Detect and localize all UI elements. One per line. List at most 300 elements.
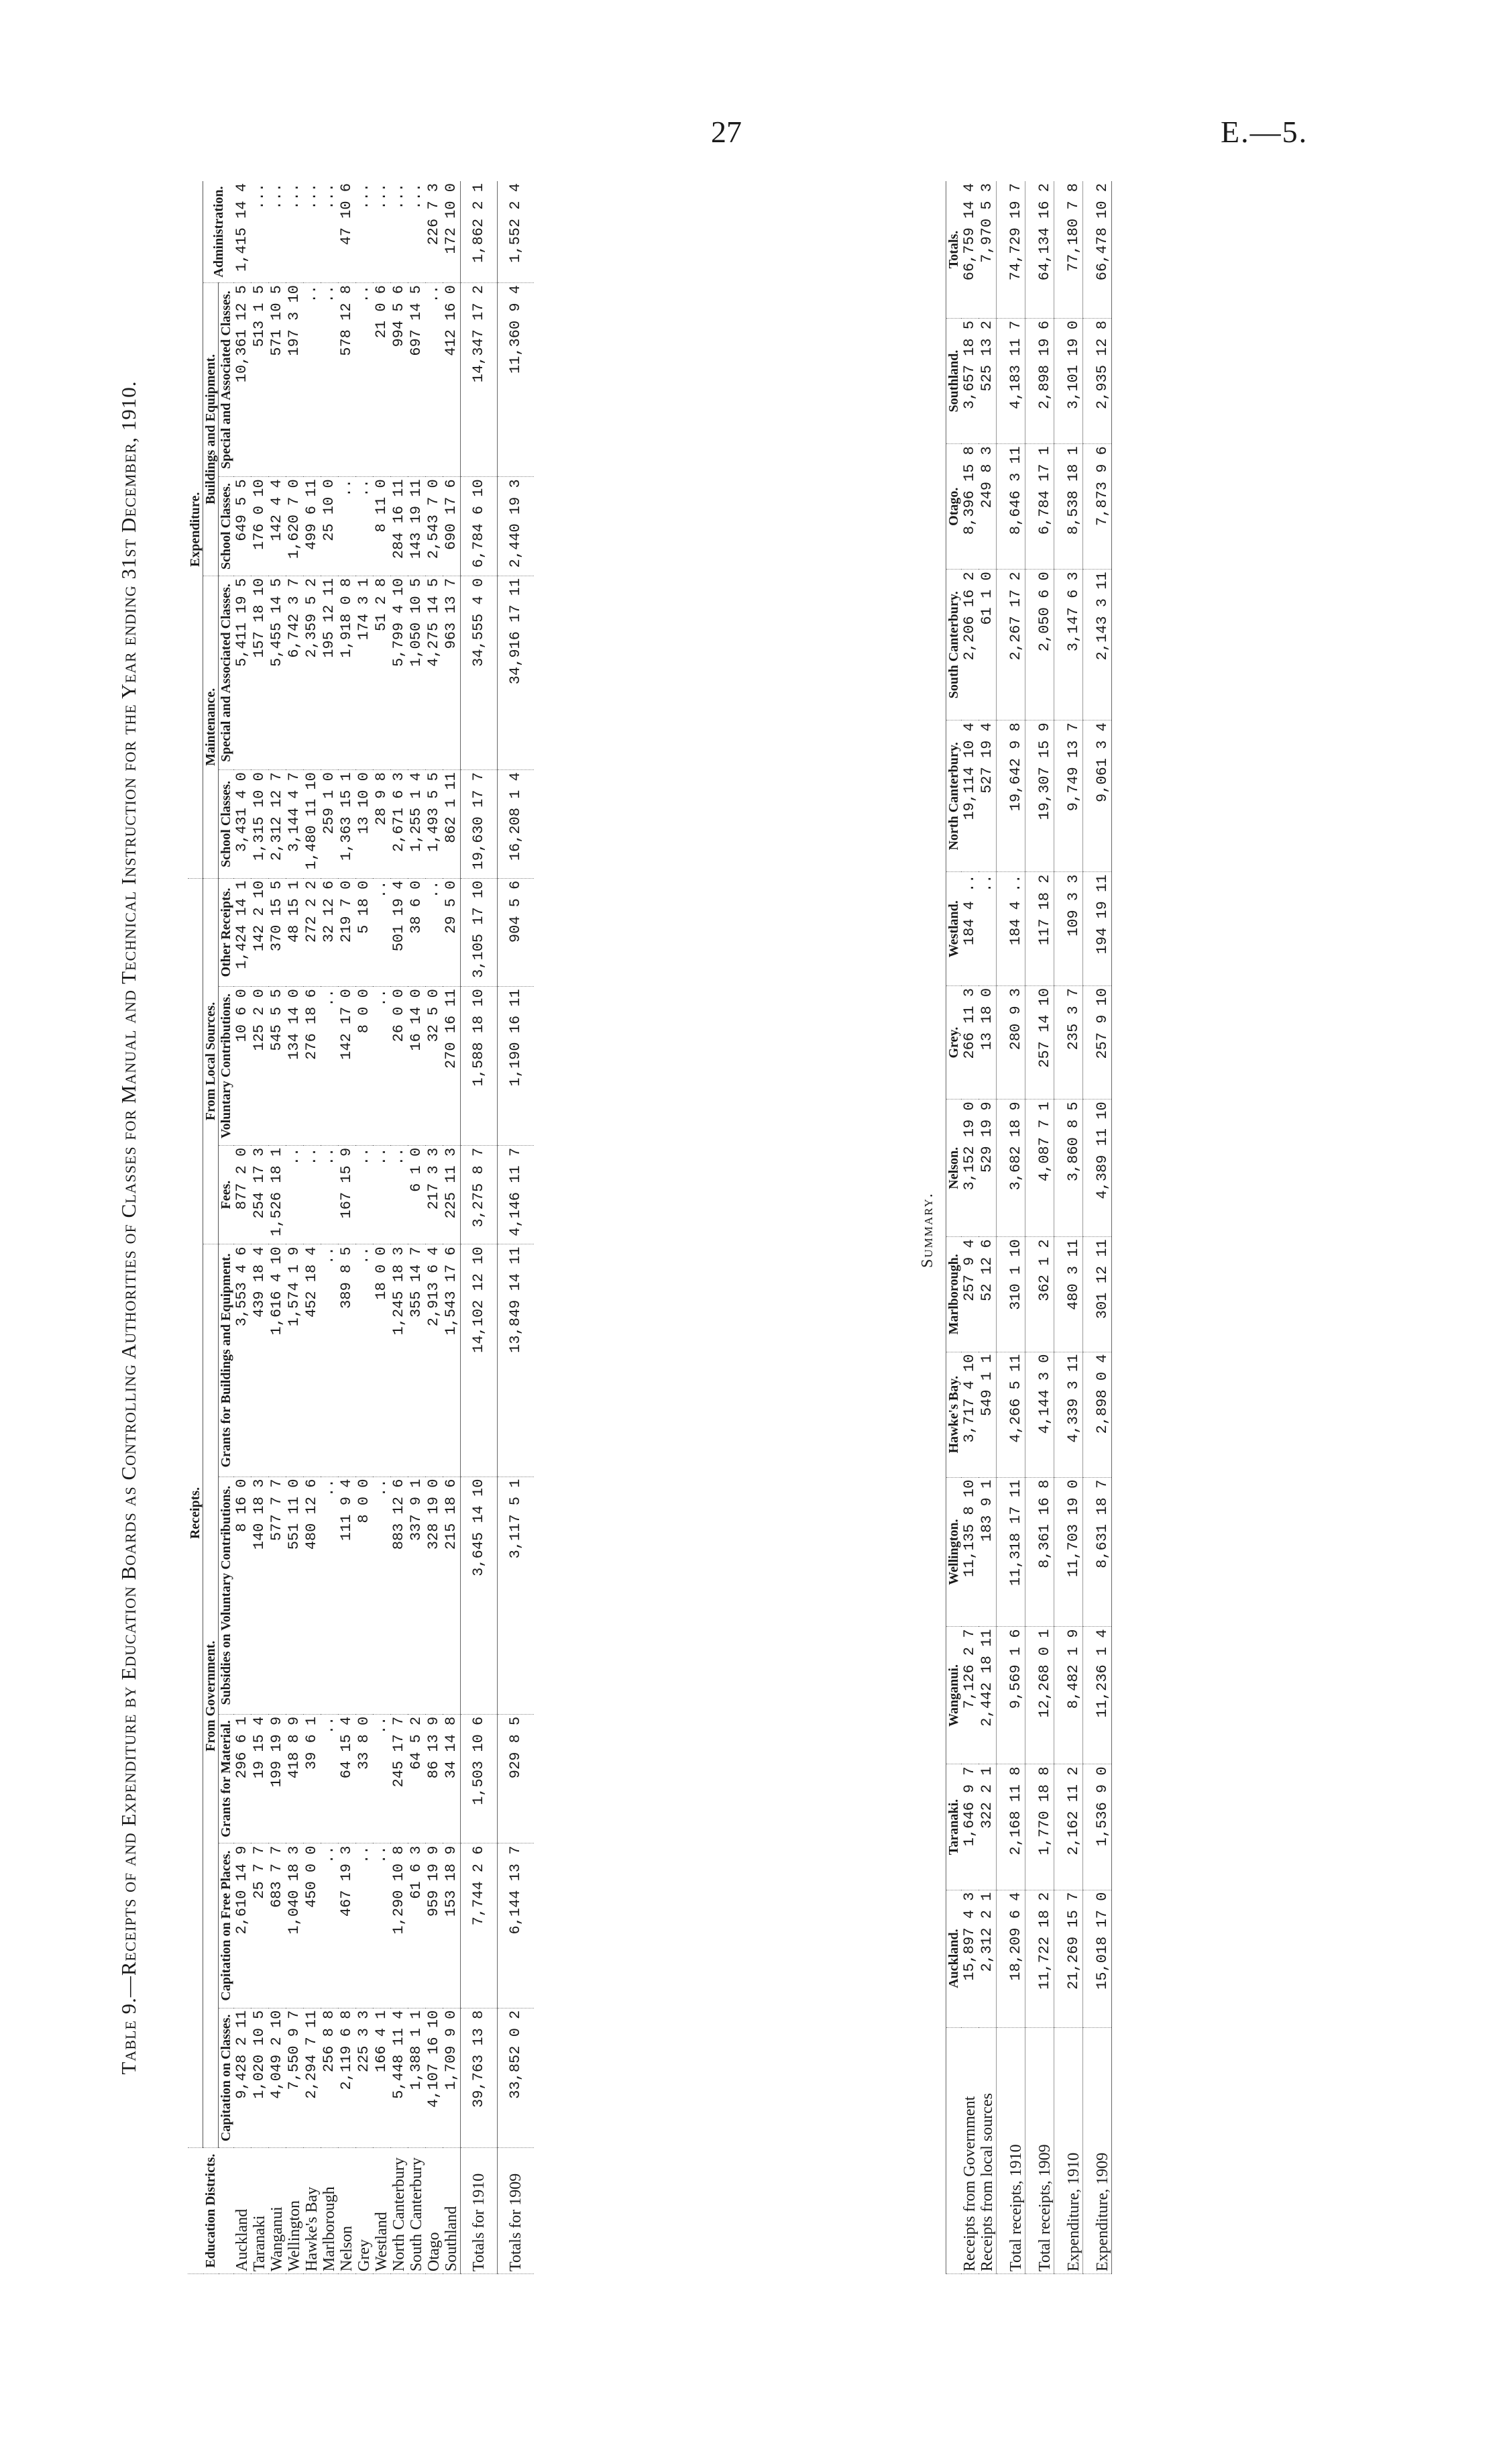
amount-cell: 25 7 7 — [251, 1843, 268, 2008]
summary-amount: .. — [979, 872, 997, 985]
summary-amount: 2,050 6 0 — [1025, 570, 1054, 720]
table-row — [233, 181, 251, 2274]
amount-cell: 1,424 14 1 — [233, 878, 251, 987]
table-row — [425, 181, 443, 2274]
col-header-9: Special and Associated Classes. — [219, 576, 234, 769]
amount-cell: 3,105 17 10 — [461, 878, 498, 987]
summary-amount: 66,478 10 2 — [1083, 181, 1112, 318]
amount-cell: 1,503 10 6 — [461, 1714, 498, 1843]
amount-cell: 11,360 9 4 — [498, 283, 535, 477]
table-row — [443, 181, 461, 2274]
amount-cell: .. — [373, 987, 390, 1146]
summary-amount: 109 3 3 — [1054, 872, 1083, 985]
district-name: Wanganui — [268, 2148, 286, 2274]
summary-amount: 64,134 16 2 — [1025, 181, 1054, 318]
summary-amount: 194 19 11 — [1083, 872, 1112, 985]
amount-cell: 883 12 6 — [390, 1477, 408, 1714]
summary-amount: 19,642 9 8 — [997, 720, 1025, 872]
amount-cell: 6,742 3 7 — [286, 576, 303, 769]
col-header-0: Capitation on Classes. — [219, 2008, 234, 2148]
summary-amount: 2,442 18 11 — [979, 1627, 997, 1764]
amount-cell: 1,315 10 0 — [251, 770, 268, 879]
amount-cell: 5 18 0 — [355, 878, 373, 987]
amount-cell: .. — [338, 477, 355, 576]
amount-cell: 480 12 6 — [303, 1477, 321, 1714]
amount-cell: 14,102 12 10 — [461, 1244, 498, 1477]
amount-cell: .. — [355, 1843, 373, 2008]
amount-cell: .. — [373, 1714, 390, 1843]
amount-cell: 649 5 5 — [233, 477, 251, 576]
amount-cell: 418 8 9 — [286, 1714, 303, 1843]
amount-cell: 1,255 1 4 — [408, 770, 425, 879]
amount-cell: 61 6 3 — [408, 1843, 425, 2008]
amount-cell: .. — [355, 1145, 373, 1244]
summary-row — [961, 181, 979, 2274]
amount-cell: 1,480 11 10 — [303, 770, 321, 879]
summary-amount: 8,361 16 8 — [1025, 1477, 1054, 1627]
amount-cell: 2,671 6 3 — [390, 770, 408, 879]
amount-cell: 199 19 9 — [268, 1714, 286, 1843]
amount-cell: 1,862 2 1 — [461, 181, 498, 283]
amount-cell: 172 10 0 — [443, 181, 461, 283]
summary-amount: 549 1 1 — [979, 1352, 997, 1477]
summary-amount: 2,143 3 11 — [1083, 570, 1112, 720]
amount-cell: 86 13 9 — [425, 1714, 443, 1843]
amount-cell: ... — [355, 181, 373, 283]
amount-cell: 217 3 3 — [425, 1145, 443, 1244]
amount-cell: 2,359 5 2 — [303, 576, 321, 769]
amount-cell: 412 16 0 — [443, 283, 461, 477]
amount-cell: ... — [251, 181, 268, 283]
table-title: Table 9.—Receipts of and Expenditure by Education Boards as Controlling Authorities of Classes for Manual and Technical Instruction for the Year ending 31st December, 1910. — [117, 380, 140, 2075]
table-row — [408, 181, 425, 2274]
district-name: Wellington — [286, 2148, 303, 2274]
amount-cell: 577 7 7 — [268, 1477, 286, 1714]
summary-amount: 310 1 10 — [997, 1237, 1025, 1352]
col-header-11: Special and Associated Classes. — [219, 283, 234, 477]
summary-amount: 19,114 10 4 — [961, 720, 979, 872]
summary-amount: 266 11 3 — [961, 985, 979, 1099]
from-local-header: From Local Sources. — [203, 878, 219, 1244]
summary-amount: 11,318 17 11 — [997, 1477, 1025, 1627]
summary-amount: 257 9 10 — [1083, 985, 1112, 1099]
district-name: Southland — [443, 2148, 461, 2274]
summary-amount: 529 19 9 — [979, 1100, 997, 1237]
district-name: Nelson — [338, 2148, 355, 2274]
summary-amount: 11,236 1 4 — [1083, 1627, 1112, 1764]
amount-cell: .. — [321, 987, 338, 1146]
summary-header-row — [946, 181, 962, 2274]
amount-cell: 16,208 1 4 — [498, 770, 535, 879]
amount-cell: 34,555 4 0 — [461, 576, 498, 769]
amount-cell: 1,574 1 9 — [286, 1244, 303, 1477]
amount-cell: 296 6 1 — [233, 1714, 251, 1843]
amount-cell: 32 5 0 — [425, 987, 443, 1146]
amount-cell: 25 10 0 — [321, 477, 338, 576]
summary-amount: 66,759 14 4 — [961, 181, 979, 318]
amount-cell: 578 12 8 — [338, 283, 355, 477]
summary-amount: 3,717 4 10 — [961, 1352, 979, 1477]
table-row — [303, 181, 321, 2274]
amount-cell: 697 14 5 — [408, 283, 425, 477]
summary-corner — [946, 2027, 962, 2273]
amount-cell: 3,144 4 7 — [286, 770, 303, 879]
amount-cell: 551 11 0 — [286, 1477, 303, 1714]
summary-col-header: Totals. — [946, 181, 962, 318]
amount-cell: 513 1 5 — [251, 283, 268, 477]
summary-row-label: Total receipts, 1910 — [997, 2027, 1025, 2273]
summary-amount: 11,722 18 2 — [1025, 1890, 1054, 2027]
amount-cell: 134 14 0 — [286, 987, 303, 1146]
amount-cell: 4,275 14 5 — [425, 576, 443, 769]
from-government-header: From Government. — [203, 1244, 219, 2148]
totals-label: Totals for 1909 — [498, 2148, 535, 2274]
amount-cell: 174 3 1 — [355, 576, 373, 769]
amount-cell: .. — [286, 1145, 303, 1244]
summary-col-header: Wellington. — [946, 1477, 962, 1627]
amount-cell: 4,049 2 10 — [268, 2008, 286, 2148]
table-row — [286, 181, 303, 2274]
amount-cell: 1,415 14 4 — [233, 181, 251, 283]
amount-cell: .. — [355, 477, 373, 576]
table-row — [338, 181, 355, 2274]
summary-row — [979, 181, 997, 2274]
amount-cell: .. — [425, 878, 443, 987]
summary-amount: 4,183 11 7 — [997, 318, 1025, 443]
amount-cell: 963 13 7 — [443, 576, 461, 769]
totals-row — [461, 181, 498, 2274]
amount-cell: 690 17 6 — [443, 477, 461, 576]
table-row — [390, 181, 408, 2274]
amount-cell: .. — [390, 1145, 408, 1244]
amount-cell: 142 2 10 — [251, 878, 268, 987]
amount-cell: 929 8 5 — [498, 1714, 535, 1843]
amount-cell: 3,553 4 6 — [233, 1244, 251, 1477]
amount-cell: ... — [373, 181, 390, 283]
amount-cell: 143 19 11 — [408, 477, 425, 576]
col-header-10: School Classes. — [219, 477, 234, 576]
amount-cell: 499 6 11 — [303, 477, 321, 576]
amount-cell: 1,709 9 0 — [443, 2008, 461, 2148]
amount-cell: 111 9 4 — [338, 1477, 355, 1714]
amount-cell: 9,428 2 11 — [233, 2008, 251, 2148]
summary-amount: 1,646 9 7 — [961, 1764, 979, 1890]
amount-cell: 5,411 19 5 — [233, 576, 251, 769]
summary-label: Summary. — [919, 1192, 936, 1268]
amount-cell: 167 15 9 — [338, 1145, 355, 1244]
amount-cell: 48 15 1 — [286, 878, 303, 987]
summary-amount: 322 2 1 — [979, 1764, 997, 1890]
amount-cell: 2,294 7 11 — [303, 2008, 321, 2148]
amount-cell: 14,347 17 2 — [461, 283, 498, 477]
totals-label: Totals for 1910 — [461, 2148, 498, 2274]
summary-amount: 480 3 11 — [1054, 1237, 1083, 1352]
summary-amount: 4,339 3 11 — [1054, 1352, 1083, 1477]
amount-cell: 6,784 6 10 — [461, 477, 498, 576]
district-name: Marlborough — [321, 2148, 338, 2274]
amount-cell: 34,916 17 11 — [498, 576, 535, 769]
maintenance-header: Maintenance. — [203, 576, 219, 878]
summary-amount: 3,860 8 5 — [1054, 1100, 1083, 1237]
summary-row-label: Total receipts, 1909 — [1025, 2027, 1054, 2273]
amount-cell: 8 0 0 — [355, 1477, 373, 1714]
amount-cell: 389 8 5 — [338, 1244, 355, 1477]
summary-col-header: North Canterbury. — [946, 720, 962, 872]
amount-cell: .. — [321, 1244, 338, 1477]
amount-cell: 8 0 0 — [355, 987, 373, 1146]
amount-cell: 26 0 0 — [390, 987, 408, 1146]
page-code: E.—5. — [1221, 115, 1308, 149]
summary-amount: 2,935 12 8 — [1083, 318, 1112, 443]
amount-cell: 254 17 3 — [251, 1145, 268, 1244]
summary-row — [1083, 181, 1112, 2274]
summary-amount: 1,536 9 0 — [1083, 1764, 1112, 1890]
amount-cell: ... — [303, 181, 321, 283]
summary-amount: 1,770 18 8 — [1025, 1764, 1054, 1890]
amount-cell: 64 5 2 — [408, 1714, 425, 1843]
rotated-table-page — [114, 181, 1308, 2274]
summary-row — [1025, 181, 1054, 2274]
col-header-5: Fees. — [219, 1145, 234, 1244]
summary-amount: 4,144 3 0 — [1025, 1352, 1054, 1477]
amount-cell: 571 10 5 — [268, 283, 286, 477]
amount-cell: 370 15 5 — [268, 878, 286, 987]
amount-cell: 2,543 7 0 — [425, 477, 443, 576]
amount-cell: 215 18 6 — [443, 1477, 461, 1714]
summary-row-label: Expenditure, 1910 — [1054, 2027, 1083, 2273]
col-header-8: School Classes. — [219, 770, 234, 879]
summary-amount: 7,873 9 6 — [1083, 444, 1112, 570]
summary-col-header: Wanganui. — [946, 1627, 962, 1764]
summary-amount: 257 14 10 — [1025, 985, 1054, 1099]
amount-cell: 328 19 0 — [425, 1477, 443, 1714]
amount-cell: 21 0 6 — [373, 283, 390, 477]
amount-cell: 4,146 11 7 — [498, 1145, 535, 1244]
amount-cell: 226 7 3 — [425, 181, 443, 283]
amount-cell: .. — [355, 283, 373, 477]
col-header-4: Grants for Buildings and Equipment. — [219, 1244, 234, 1477]
amount-cell: 197 3 10 — [286, 283, 303, 477]
amount-cell: 39,763 13 8 — [461, 2008, 498, 2148]
amount-cell: .. — [303, 283, 321, 477]
summary-col-header: Auckland. — [946, 1890, 962, 2027]
amount-cell: 284 16 11 — [390, 477, 408, 576]
amount-cell: 142 4 4 — [268, 477, 286, 576]
amount-cell: .. — [303, 1145, 321, 1244]
summary-amount: 11,703 19 0 — [1054, 1477, 1083, 1627]
amount-cell: .. — [373, 1843, 390, 2008]
receipts-expenditure-table — [188, 181, 534, 2274]
amount-cell: 2,610 14 9 — [233, 1843, 251, 2008]
amount-cell: 5,455 14 5 — [268, 576, 286, 769]
summary-amount: 9,749 13 7 — [1054, 720, 1083, 872]
amount-cell: 450 0 0 — [303, 1843, 321, 2008]
buildings-header: Buildings and Equipment. — [203, 283, 219, 576]
summary-col-header: Southland. — [946, 318, 962, 443]
summary-amount: 280 9 3 — [997, 985, 1025, 1099]
amount-cell: .. — [321, 283, 338, 477]
summary-amount: 11,135 8 10 — [961, 1477, 979, 1627]
summary-amount: 3,682 18 9 — [997, 1100, 1025, 1237]
summary-amount: 15,018 17 0 — [1083, 1890, 1112, 2027]
amount-cell: 1,493 5 5 — [425, 770, 443, 879]
summary-amount: 362 1 2 — [1025, 1237, 1054, 1352]
summary-amount: 2,898 0 4 — [1083, 1352, 1112, 1477]
summary-amount: 2,162 11 2 — [1054, 1764, 1083, 1890]
amount-cell: 270 16 11 — [443, 987, 461, 1146]
amount-cell: ... — [286, 181, 303, 283]
summary-col-header: Hawke's Bay. — [946, 1352, 962, 1477]
summary-amount: 8,646 3 11 — [997, 444, 1025, 570]
amount-cell: .. — [321, 1145, 338, 1244]
summary-amount: 2,898 19 6 — [1025, 318, 1054, 443]
summary-rows — [961, 181, 1112, 2274]
amount-cell: 355 14 7 — [408, 1244, 425, 1477]
summary-amount: 4,266 5 11 — [997, 1352, 1025, 1477]
summary-row — [997, 181, 1025, 2274]
district-name: Otago — [425, 2148, 443, 2274]
amount-cell: 153 18 9 — [443, 1843, 461, 2008]
summary-col-header: Grey. — [946, 985, 962, 1099]
table-row — [373, 181, 390, 2274]
amount-cell: 1,918 0 8 — [338, 576, 355, 769]
amount-cell: 1,245 18 3 — [390, 1244, 408, 1477]
summary-amount: 3,152 19 0 — [961, 1100, 979, 1237]
summary-amount: 8,482 1 9 — [1054, 1627, 1083, 1764]
amount-cell: 2,440 19 3 — [498, 477, 535, 576]
amount-cell: 39 6 1 — [303, 1714, 321, 1843]
amount-cell: .. — [373, 1145, 390, 1244]
page-number: 27 — [711, 115, 742, 149]
summary-amount: 2,206 16 2 — [961, 570, 979, 720]
amount-cell: 7,744 2 6 — [461, 1843, 498, 2008]
amount-cell: 959 19 9 — [425, 1843, 443, 2008]
summary-amount: 13 18 0 — [979, 985, 997, 1099]
amount-cell: 34 14 8 — [443, 1714, 461, 1843]
amount-cell: ... — [321, 181, 338, 283]
amount-cell: 219 7 0 — [338, 878, 355, 987]
summary-amount: 3,657 18 5 — [961, 318, 979, 443]
summary-amount: 8,631 18 7 — [1083, 1477, 1112, 1627]
col-header-7: Other Receipts. — [219, 878, 234, 987]
summary-amount: 184 4 .. — [997, 872, 1025, 985]
amount-cell: 19 15 4 — [251, 1714, 268, 1843]
summary-amount: 235 3 7 — [1054, 985, 1083, 1099]
district-name: North Canterbury — [390, 2148, 408, 2274]
summary-amount: 61 1 0 — [979, 570, 997, 720]
amount-cell: 157 18 10 — [251, 576, 268, 769]
amount-cell: 1,388 1 1 — [408, 2008, 425, 2148]
summary-amount: 249 8 3 — [979, 444, 997, 570]
summary-col-header: South Canterbury. — [946, 570, 962, 720]
amount-cell: 3,117 5 1 — [498, 1477, 535, 1714]
summary-amount: 52 12 6 — [979, 1237, 997, 1352]
amount-cell: 10,361 12 5 — [233, 283, 251, 477]
amount-cell: 5,799 4 10 — [390, 576, 408, 769]
amount-cell: 3,645 14 10 — [461, 1477, 498, 1714]
amount-cell: 904 5 6 — [498, 878, 535, 987]
amount-cell: .. — [321, 1477, 338, 1714]
district-name: Grey — [355, 2148, 373, 2274]
summary-row — [1054, 181, 1083, 2274]
summary-amount: 6,784 17 1 — [1025, 444, 1054, 570]
receipts-header: Receipts. — [188, 878, 203, 2148]
amount-cell: 272 2 2 — [303, 878, 321, 987]
amount-cell: 140 18 3 — [251, 1477, 268, 1714]
amount-cell: 1,620 7 0 — [286, 477, 303, 576]
amount-cell: 1,290 10 8 — [390, 1843, 408, 2008]
amount-cell: 195 12 11 — [321, 576, 338, 769]
amount-cell: 256 8 8 — [321, 2008, 338, 2148]
amount-cell: .. — [373, 878, 390, 987]
amount-cell: 33 8 0 — [355, 1714, 373, 1843]
amount-cell: 47 10 6 — [338, 181, 355, 283]
summary-amount: 2,312 2 1 — [979, 1890, 997, 2027]
summary-amount: 7,126 2 7 — [961, 1627, 979, 1764]
amount-cell: 29 5 0 — [443, 878, 461, 987]
amount-cell: 4,107 16 10 — [425, 2008, 443, 2148]
amount-cell: 18 0 0 — [373, 1244, 390, 1477]
amount-cell: 545 5 5 — [268, 987, 286, 1146]
amount-cell: 13 10 0 — [355, 770, 373, 879]
table-row — [355, 181, 373, 2274]
district-name: Hawke's Bay — [303, 2148, 321, 2274]
amount-cell: 2,312 12 7 — [268, 770, 286, 879]
amount-cell: ... — [268, 181, 286, 283]
amount-cell: 1,190 16 11 — [498, 987, 535, 1146]
summary-amount: 4,389 11 10 — [1083, 1100, 1112, 1237]
summary-amount: 15,897 4 3 — [961, 1890, 979, 2027]
amount-cell: ... — [408, 181, 425, 283]
amount-cell: 1,363 15 1 — [338, 770, 355, 879]
summary-amount: 2,267 17 2 — [997, 570, 1025, 720]
amount-cell: 2,119 6 8 — [338, 2008, 355, 2148]
amount-cell: 1,543 17 6 — [443, 1244, 461, 1477]
amount-cell: 6,144 13 7 — [498, 1843, 535, 2008]
amount-cell: 13,849 14 11 — [498, 1244, 535, 1477]
amount-cell: ... — [390, 181, 408, 283]
summary-amount: 301 12 11 — [1083, 1237, 1112, 1352]
summary-col-header: Taranaki. — [946, 1764, 962, 1890]
table-row — [321, 181, 338, 2274]
summary-amount: 19,307 15 9 — [1025, 720, 1054, 872]
amount-cell: 862 1 11 — [443, 770, 461, 879]
amount-cell: .. — [355, 1244, 373, 1477]
amount-cell: 6 1 0 — [408, 1145, 425, 1244]
col-header-6: Voluntary Contributions. — [219, 987, 234, 1146]
amount-cell: 276 18 6 — [303, 987, 321, 1146]
amount-cell: 1,050 10 5 — [408, 576, 425, 769]
amount-cell: 5,448 11 4 — [390, 2008, 408, 2148]
district-header: Education Districts. — [188, 2148, 233, 2274]
amount-cell: 225 11 3 — [443, 1145, 461, 1244]
amount-cell: 16 14 0 — [408, 987, 425, 1146]
amount-cell: 7,550 9 7 — [286, 2008, 303, 2148]
amount-cell: 8 16 0 — [233, 1477, 251, 1714]
summary-col-header: Marlborough. — [946, 1237, 962, 1352]
summary-row-label: Expenditure, 1909 — [1083, 2027, 1112, 2273]
amount-cell: 877 2 0 — [233, 1145, 251, 1244]
amount-cell: 125 2 0 — [251, 987, 268, 1146]
summary-amount: 7,970 5 3 — [979, 181, 997, 318]
col-header-1: Capitation on Free Places. — [219, 1843, 234, 2008]
amount-cell: 10 6 0 — [233, 987, 251, 1146]
amount-cell: 166 4 1 — [373, 2008, 390, 2148]
summary-row-label: Receipts from local sources — [979, 2027, 997, 2273]
amount-cell: 1,020 10 5 — [251, 2008, 268, 2148]
district-rows — [233, 181, 534, 2274]
summary-amount: 525 13 2 — [979, 318, 997, 443]
